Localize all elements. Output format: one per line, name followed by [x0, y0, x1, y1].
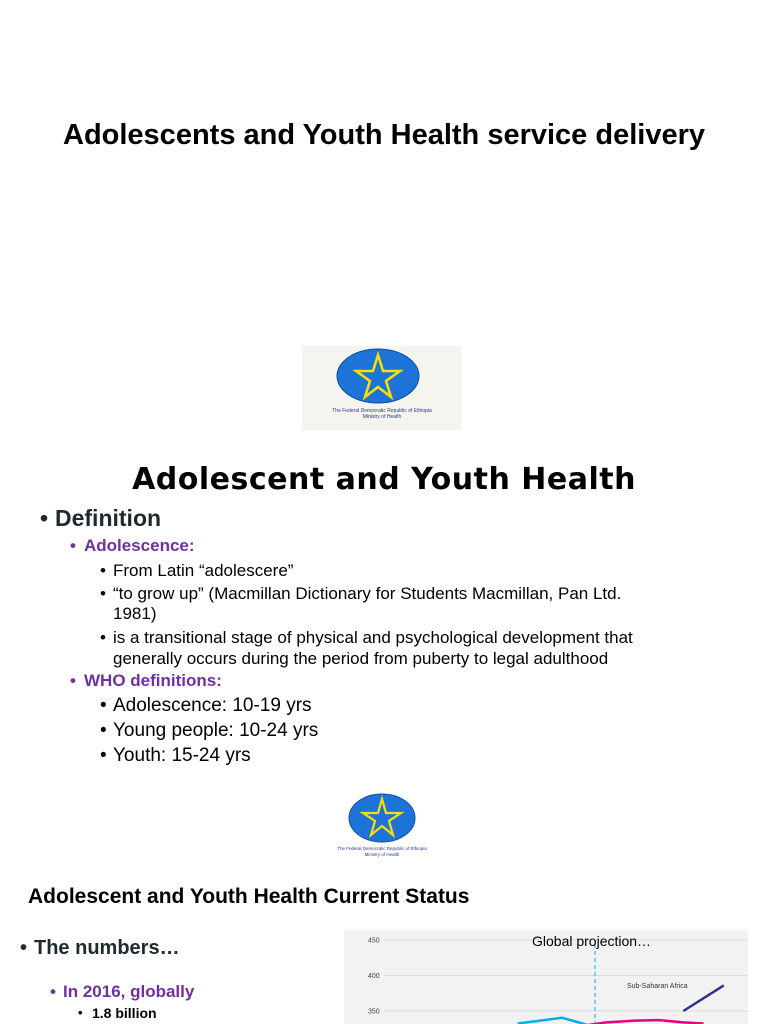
- emblem-2: [318, 790, 446, 860]
- emblem-caption-line1: The Federal Democratic Republic of Ethiopia: [337, 846, 427, 851]
- series-line-2: [518, 1018, 587, 1024]
- who-heading: WHO definitions:: [84, 671, 222, 690]
- chart-title: Global projection…: [532, 933, 652, 949]
- billion-item: 1.8 billion: [92, 1005, 157, 1021]
- bullet-dot: •: [100, 584, 106, 603]
- y-tick-label: 450: [368, 937, 380, 945]
- slide1-title: Adolescents and Youth Health service delivery: [63, 119, 705, 151]
- emblem-caption-line1: The Federal Democratic Republic of Ethiopia: [332, 408, 432, 414]
- adolescence-item-2: “to grow up” (Macmillan Dictionary for Students Macmillan, Pan Ltd.: [113, 584, 622, 603]
- emblem-1: [302, 346, 462, 430]
- adolescence-item-3: is a transitional stage of physical and psychological development that: [113, 628, 633, 647]
- y-tick-label: 400: [368, 973, 380, 980]
- ethiopian-emblem-icon: [302, 346, 462, 412]
- ethiopian-emblem-icon: [318, 790, 446, 848]
- who-item-3: Youth: 15-24 yrs: [113, 745, 251, 766]
- in2016-heading: In 2016, globally: [63, 982, 195, 1001]
- bullet-dot: •: [100, 561, 106, 580]
- bullet-dot: •: [100, 745, 107, 766]
- bullet-dot: •: [20, 937, 28, 959]
- y-tick-label: 350: [368, 1008, 380, 1016]
- bullet-dot: •: [40, 505, 49, 531]
- series-line-0: [683, 985, 723, 1011]
- adolescence-heading: Adolescence:: [84, 536, 195, 555]
- adolescence-item-2-cont: 1981): [113, 604, 157, 623]
- who-item-2: Young people: 10-24 yrs: [113, 720, 319, 741]
- global-projection-chart: [344, 930, 748, 1024]
- series-label-ssa: Sub-Saharan Africa: [627, 983, 688, 990]
- bullet-dot: •: [100, 695, 107, 716]
- definition-heading: Definition: [55, 505, 162, 531]
- adolescence-item-1: From Latin “adolescere”: [113, 561, 294, 580]
- bullet-dot: •: [100, 720, 107, 741]
- who-item-1: Adolescence: 10-19 yrs: [113, 695, 312, 716]
- series-line-1: [586, 1020, 703, 1024]
- slide2-title: Adolescent and Youth Health: [132, 462, 636, 497]
- adolescence-item-3-cont: generally occurs during the period from puberty to legal adulthood: [113, 649, 609, 668]
- emblem-caption-line2: Ministry of Health: [364, 852, 400, 857]
- bullet-dot: •: [78, 1005, 83, 1020]
- bullet-dot: •: [50, 982, 56, 1001]
- numbers-heading: The numbers…: [34, 937, 180, 959]
- bullet-dot: •: [100, 628, 106, 647]
- bullet-dot: •: [70, 671, 76, 690]
- slide3-title: Adolescent and Youth Health Current Status: [28, 885, 470, 908]
- emblem-caption-line2: Ministry of Health: [362, 414, 402, 420]
- bullet-dot: •: [70, 536, 76, 555]
